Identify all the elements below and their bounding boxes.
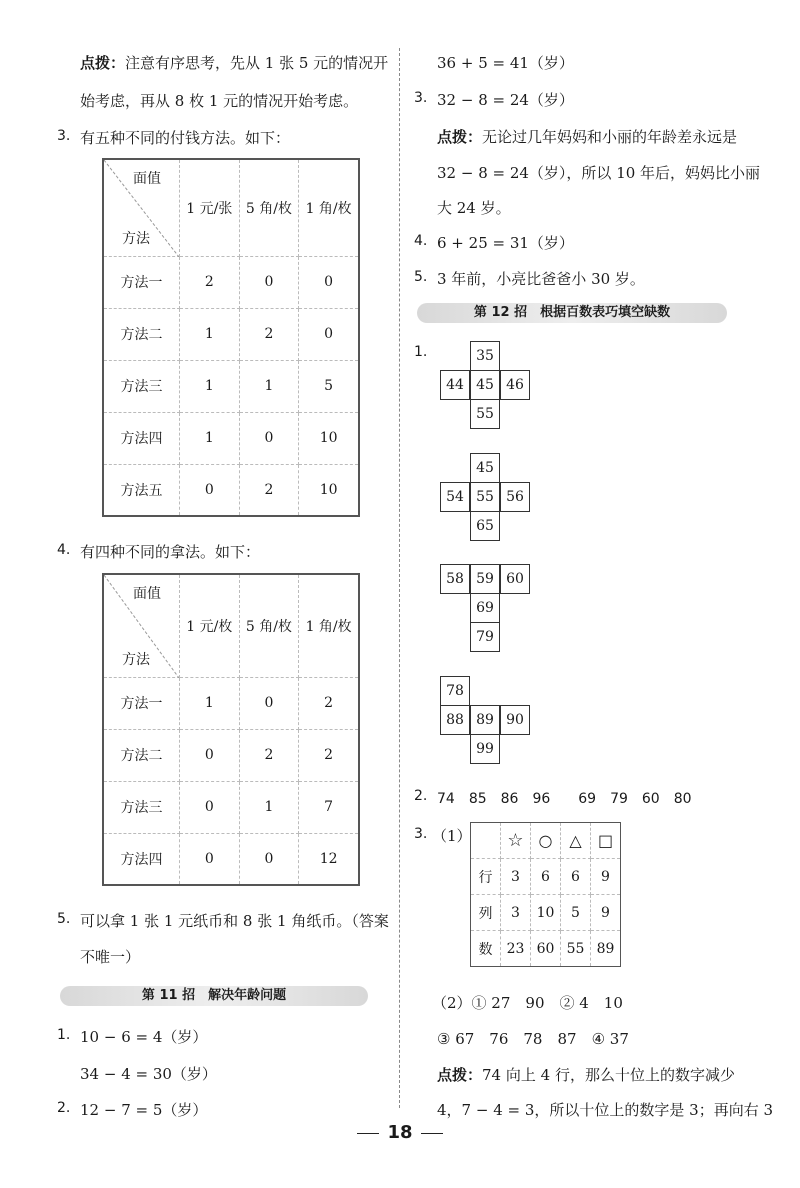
grid-cell: 78 [440,676,470,706]
q3-text: 有五种不同的付钱方法。如下： [80,129,291,147]
q5-line-2: 不唯一） [80,948,141,966]
footer-dash-right [421,1133,443,1134]
grid-cell: 55 [470,399,500,429]
table-row: 方法四 0 0 12 [103,833,359,885]
grid-cell: 60 [500,564,530,594]
taking-methods-table [102,573,360,886]
grid-cell: 90 [500,705,530,735]
page-number: 18 [387,1122,413,1143]
table-header: 5 角/枚 [239,574,299,677]
table-row: 方法二 0 2 2 [103,729,359,781]
s11-q1-line-2: 34 − 4 = 30（岁） [80,1065,217,1083]
r-q1-number: 1. [414,344,428,360]
table-row: 数 23 60 55 89 [471,931,621,967]
part-2-line-1: （2）① 27 90 ② 4 10 [432,994,623,1012]
circle-icon: ○ [531,823,561,859]
r-hint-line-2: 32 − 8 = 24（岁），所以 10 年后，妈妈比小丽 [437,164,761,182]
grid-cell: 58 [440,564,470,594]
s11-q2-number: 2. [57,1100,71,1116]
footer-dash-left [357,1133,379,1134]
s11-q1-number: 1. [57,1027,71,1043]
hint-1-line-1: 点拨：注意有序思考，先从 1 张 5 元的情况开 [80,54,389,72]
section-12-banner: 第 12 招 根据百数表巧填空缺数 [417,303,727,323]
r-q4-text: 6 + 25 = 31（岁） [437,234,574,252]
r-hint-line-3: 大 24 岁。 [437,199,511,217]
hint-2-line-2: 4，7 − 4 = 3，所以十位上的数字是 3；再向右 3 [437,1101,774,1119]
s11-q1-line-1: 10 − 6 = 4（岁） [80,1028,208,1046]
empty-cell [471,823,501,859]
triangle-icon: △ [561,823,591,859]
grid-cell: 79 [470,622,500,652]
grid-cell: 54 [440,482,470,512]
grid-cell: 88 [440,705,470,735]
r-q3b-number: 3. [414,826,428,842]
q3-number: 3. [57,128,71,144]
table-header: 5 角/枚 [239,159,299,256]
r-q2-number: 2. [414,788,428,804]
table-row: 方法四 1 0 10 [103,412,359,464]
payment-methods-table [102,158,360,517]
grid-cell: 69 [470,593,500,623]
r-q3-text: 32 − 8 = 24（岁） [437,91,574,109]
part-2-line-2: ③ 67 76 78 87 ④ 37 [437,1030,629,1048]
grid-cell: 55 [470,482,500,512]
r-q3b-part1: （1） [432,827,472,845]
r-q5-text: 3 年前，小亮比爸爸小 30 岁。 [437,270,645,288]
r-q3-number: 3. [414,90,428,106]
grid-cell: 65 [470,511,500,541]
table-row: 方法二 1 2 0 [103,308,359,360]
grid-cell: 56 [500,482,530,512]
table-corner-cell: 面值 方法 [103,159,180,256]
r-q2-text: 74 85 86 96 69 79 60 80 [437,791,692,807]
square-icon: □ [591,823,621,859]
column-divider [399,48,400,1108]
table-row: 方法一 1 0 2 [103,677,359,729]
q4-number: 4. [57,542,71,558]
q4-text: 有四种不同的拿法。如下： [80,543,261,561]
grid-cell: 45 [470,453,500,483]
table-row: 方法三 0 1 7 [103,781,359,833]
table-header: 1 角/枚 [299,159,359,256]
hint-label: 点拨： [437,1066,483,1084]
grid-cell: 99 [470,734,500,764]
table-row: 方法五 0 2 10 [103,464,359,516]
table-header: 1 角/枚 [299,574,359,677]
table-header: 1 元/枚 [180,574,240,677]
table-row: 列 3 10 5 9 [471,895,621,931]
hint-label: 点拨： [437,128,483,146]
s11-q2-line-2: 36 + 5 = 41（岁） [437,54,574,72]
r-q4-number: 4. [414,233,428,249]
section-11-banner: 第 11 招 解决年龄问题 [60,986,368,1006]
table-header: 1 元/张 [180,159,240,256]
star-icon: ☆ [501,823,531,859]
s11-q2-line-1: 12 − 7 = 5（岁） [80,1101,208,1119]
grid-cell: 46 [500,370,530,400]
symbol-table [470,822,621,967]
grid-cell: 89 [470,705,500,735]
grid-cell: 44 [440,370,470,400]
table-row: 方法三 1 1 5 [103,360,359,412]
grid-cell: 59 [470,564,500,594]
r-q5-number: 5. [414,269,428,285]
q5-line-1: 可以拿 1 张 1 元纸币和 8 张 1 角纸币。（答案 [80,912,389,930]
table-corner-cell: 面值 方法 [103,574,180,677]
q5-number: 5. [57,911,71,927]
hint-2-line-1: 点拨：74 向上 4 行，那么十位上的数字减少 [437,1066,735,1084]
table-row: 方法一 2 0 0 [103,256,359,308]
hint-label: 点拨： [80,54,126,72]
grid-cell: 45 [470,370,500,400]
grid-cell: 35 [470,341,500,371]
hint-1-line-2: 始考虑，再从 8 枚 1 元的情况开始考虑。 [80,92,359,110]
r-hint-line-1: 点拨：无论过几年妈妈和小丽的年龄差永远是 [437,128,738,146]
table-row: 行 3 6 6 9 [471,859,621,895]
page-footer [0,1122,800,1143]
